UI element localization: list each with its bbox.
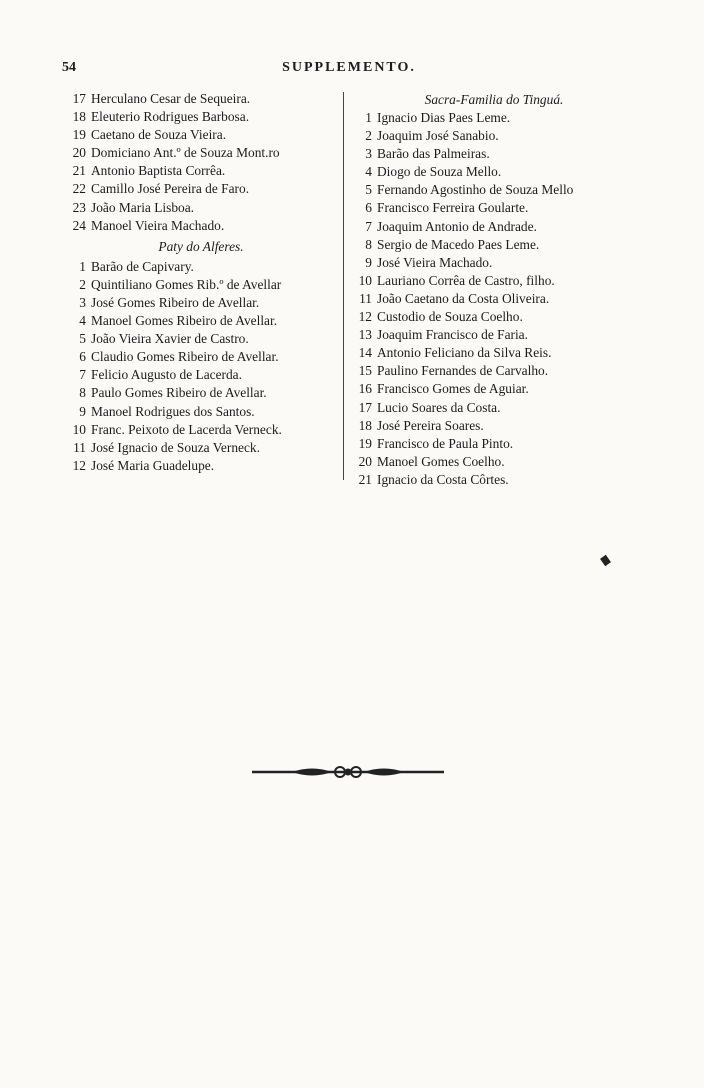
list-item — [346, 236, 642, 254]
ink-blot — [600, 555, 611, 566]
entry-number: 6 — [79, 349, 86, 365]
entry-number: 24 — [72, 217, 86, 233]
list-item — [60, 312, 342, 330]
list-item — [60, 199, 342, 217]
right-entries — [346, 109, 642, 489]
entry-name: Joaquim Francisco de Faria. — [377, 327, 528, 343]
entry-number: 1 — [365, 110, 372, 125]
list-item — [346, 308, 642, 326]
entry-name: Manoel Rodrigues dos Santos. — [91, 403, 255, 419]
list-item — [346, 109, 642, 127]
list-item — [346, 254, 642, 272]
entry-name: Domiciano Ant.º de Souza Mont.ro — [91, 145, 280, 161]
list-item — [60, 366, 342, 384]
list-item — [60, 421, 342, 439]
entry-name: José Pereira Soares. — [377, 417, 484, 433]
entry-number: 18 — [358, 417, 372, 433]
entry-number: 12 — [72, 457, 86, 473]
entry-number: 6 — [365, 200, 372, 216]
entry-name: Eleuterio Rodrigues Barbosa. — [91, 109, 250, 125]
list-item — [60, 294, 342, 312]
entry-name: Felicio Augusto de Lacerda. — [91, 367, 242, 383]
entry-number: 23 — [72, 199, 86, 215]
entry-number: 2 — [365, 128, 372, 144]
list-item — [346, 453, 642, 471]
entry-number: 19 — [358, 435, 372, 451]
entry-number: 9 — [365, 254, 372, 270]
entry-name: Barão de Capivary. — [91, 258, 194, 274]
entry-number: 17 — [72, 91, 86, 106]
list-item — [346, 199, 642, 217]
list-item — [346, 399, 642, 417]
entry-name: Franc. Peixoto de Lacerda Verneck. — [91, 421, 282, 437]
list-item — [346, 344, 642, 362]
list-item — [60, 126, 342, 144]
entry-name: Lauriano Corrêa de Castro, filho. — [377, 272, 555, 288]
entry-name: Antonio Feliciano da Silva Reis. — [377, 345, 552, 361]
entry-number: 20 — [72, 145, 86, 161]
entry-number: 8 — [365, 236, 372, 252]
entry-number: 3 — [365, 146, 372, 162]
entry-name: Sergio de Macedo Paes Leme. — [377, 236, 540, 252]
entry-name: Camillo José Pereira de Faro. — [91, 181, 250, 197]
list-item — [346, 471, 642, 489]
entry-name: Herculano Cesar de Sequeira. — [91, 91, 251, 106]
list-item — [60, 276, 342, 294]
entry-number: 8 — [79, 385, 86, 401]
entry-name: José Gomes Ribeiro de Avellar. — [91, 294, 260, 310]
entry-number: 21 — [358, 471, 372, 487]
two-column-list — [60, 90, 640, 490]
list-item — [346, 380, 642, 398]
entry-number: 4 — [79, 313, 86, 329]
entry-name: Joaquim José Sanabio. — [377, 128, 499, 144]
list-item — [60, 348, 342, 366]
list-item — [60, 144, 342, 162]
list-item — [60, 330, 342, 348]
entry-name: Barão das Palmeiras. — [377, 146, 490, 162]
list-item — [346, 145, 642, 163]
entry-number: 13 — [358, 327, 372, 343]
entry-number: 18 — [72, 109, 86, 125]
entry-name: Paulo Gomes Ribeiro de Avellar. — [91, 385, 267, 401]
entry-number: 2 — [79, 276, 86, 292]
list-item — [60, 403, 342, 421]
entry-name: João Maria Lisboa. — [91, 199, 195, 215]
left-entries-section — [60, 258, 342, 475]
entry-name: Joaquim Antonio de Andrade. — [377, 218, 537, 234]
entry-name: Manoel Vieira Machado. — [91, 217, 225, 233]
entry-number: 19 — [72, 127, 86, 143]
right-column — [346, 90, 642, 489]
left-entries-top — [60, 90, 342, 235]
entry-name: João Caetano da Costa Oliveira. — [377, 290, 550, 306]
list-item — [346, 218, 642, 236]
entry-name: Custodio de Souza Coelho. — [377, 309, 523, 325]
list-item — [60, 162, 342, 180]
entry-number: 3 — [79, 294, 86, 310]
list-item — [346, 290, 642, 308]
entry-name: Manoel Gomes Coelho. — [377, 453, 505, 469]
entry-number: 7 — [79, 367, 86, 383]
typographic-ornament-rule-icon — [252, 761, 444, 783]
running-title: SUPPLEMENTO. — [282, 60, 416, 75]
list-item — [60, 258, 342, 276]
list-item — [346, 435, 642, 453]
list-item — [346, 163, 642, 181]
entry-number: 17 — [358, 399, 372, 415]
entry-number: 5 — [79, 331, 86, 347]
entry-name: Ignacio da Costa Côrtes. — [377, 471, 509, 487]
entry-number: 21 — [72, 163, 86, 179]
left-column — [60, 90, 342, 475]
list-item — [60, 90, 342, 108]
list-item — [60, 439, 342, 457]
entry-name: Quintiliano Gomes Rib.º de Avellar — [91, 276, 282, 292]
list-item — [60, 384, 342, 402]
entry-name: Paulino Fernandes de Carvalho. — [377, 363, 549, 379]
entry-name: Francisco Ferreira Goularte. — [377, 200, 529, 216]
entry-number: 10 — [72, 421, 86, 437]
entry-number: 11 — [73, 439, 86, 455]
entry-number: 4 — [365, 164, 372, 180]
entry-name: Claudio Gomes Ribeiro de Avellar. — [91, 349, 279, 365]
entry-name: Francisco Gomes de Aguiar. — [377, 381, 529, 397]
entry-name: José Ignacio de Souza Verneck. — [91, 439, 260, 455]
entry-number: 5 — [365, 182, 372, 198]
list-item — [346, 326, 642, 344]
list-item — [346, 362, 642, 380]
entry-name: Diogo de Souza Mello. — [377, 164, 502, 180]
entry-name: Antonio Baptista Corrêa. — [91, 163, 226, 179]
entry-number: 7 — [365, 218, 372, 234]
entry-number: 11 — [359, 290, 372, 306]
page-header — [62, 60, 636, 80]
section-title-sacra-familia: Sacra-Familia do Tinguá. — [424, 92, 564, 107]
entry-name: Francisco de Paula Pinto. — [377, 435, 514, 451]
list-item — [60, 217, 342, 235]
list-item — [346, 127, 642, 145]
entry-name: Fernando Agostinho de Souza Mello — [377, 182, 574, 198]
entry-name: Manoel Gomes Ribeiro de Avellar. — [91, 313, 278, 329]
entry-name: João Vieira Xavier de Castro. — [91, 331, 249, 347]
list-item — [346, 417, 642, 435]
entry-name: Caetano de Souza Vieira. — [91, 127, 227, 143]
entry-name: Lucio Soares da Costa. — [377, 399, 501, 415]
column-divider — [343, 92, 344, 480]
list-item — [346, 181, 642, 199]
section-title-paty-do-alferes: Paty do Alferes. — [158, 238, 244, 254]
page-number: 54 — [62, 60, 76, 75]
list-item — [346, 272, 642, 290]
entry-name: José Vieira Machado. — [377, 254, 493, 270]
entry-name: Ignacio Dias Paes Leme. — [377, 110, 511, 125]
entry-number: 10 — [358, 272, 372, 288]
entry-number: 15 — [358, 363, 372, 379]
list-item — [60, 108, 342, 126]
entry-number: 22 — [72, 181, 86, 197]
entry-number: 14 — [358, 345, 372, 361]
entry-number: 1 — [79, 258, 86, 274]
list-item — [60, 457, 342, 475]
entry-number: 16 — [358, 381, 372, 397]
entry-number: 9 — [79, 403, 86, 419]
entry-number: 20 — [358, 453, 372, 469]
entry-number: 12 — [358, 309, 372, 325]
entry-name: José Maria Guadelupe. — [91, 457, 215, 473]
list-item — [60, 180, 342, 198]
